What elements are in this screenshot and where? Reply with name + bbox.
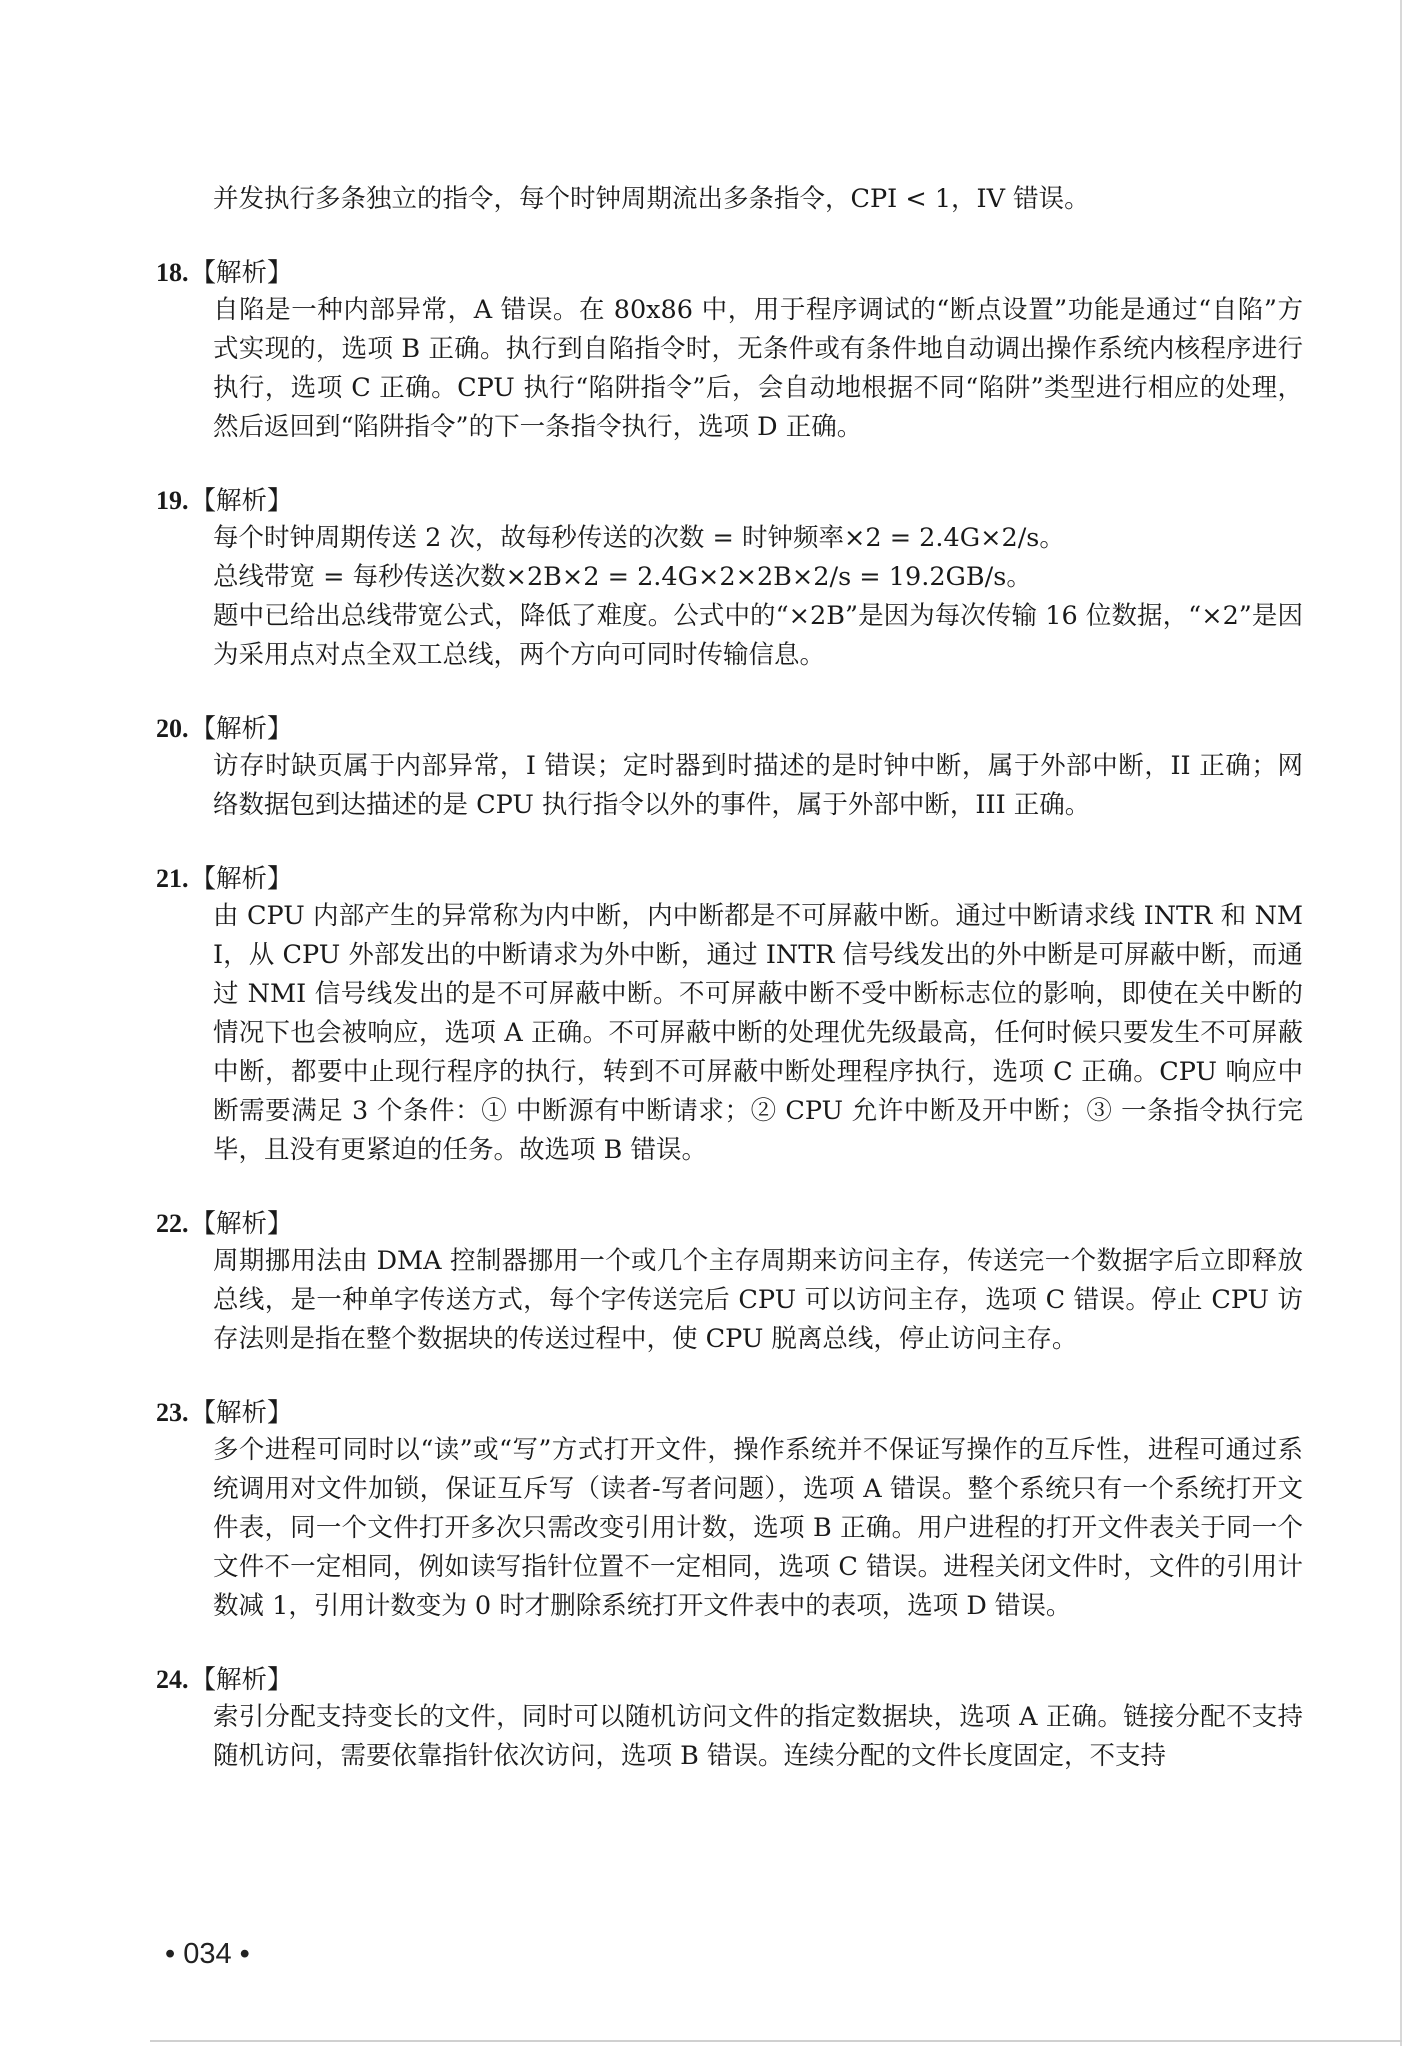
page-content	[156, 180, 1306, 1776]
analysis-paragraph: 周期挪用法由 DMA 控制器挪用一个或几个主存周期来访问主存，传送完一个数据字后立即释放总线，是一种单字传送方式，每个字传送完后 CPU 可以访问主存，选项 C 错误。停止 CPU 访存法则是指在整个数据块的传送过程中，使 CPU 脱离总线，停止访问主存。	[213, 1246, 1303, 1354]
question-heading	[156, 1206, 1306, 1242]
analysis-label: 【解析】	[190, 1398, 293, 1428]
question-heading	[156, 861, 1306, 897]
question-heading	[156, 1662, 1306, 1698]
analysis-paragraph: 索引分配支持变长的文件，同时可以随机访问文件的指定数据块，选项 A 正确。链接分配不支持随机访问，需要依靠指针依次访问，选项 B 错误。连续分配的文件长度固定，不支持	[213, 1702, 1303, 1771]
intro-paragraph: 并发执行多条独立的指令，每个时钟周期流出多条指令，CPI < 1，IV 错误。	[213, 184, 1090, 214]
analysis-label: 【解析】	[190, 1665, 293, 1695]
answer-section-20	[156, 711, 1306, 825]
formula-line: 每个时钟周期传送 2 次，故每秒传送的次数 = 时钟频率×2 = 2.4G×2/s。	[213, 523, 1065, 553]
analysis-paragraph: 由 CPU 内部产生的异常称为内中断，内中断都是不可屏蔽中断。通过中断请求线 INTR 和 NMI，从 CPU 外部发出的中断请求为外中断，通过 INTR 信号线发出的外中断是可屏蔽中断，而通过 NMI 信号线发出的是不可屏蔽中断。不可屏蔽中断不受中断标志位的影响，即使在关中断的情况下也会被响应，选项 A 正确。不可屏蔽中断的处理优先级最高，任何时候只要发生不可屏蔽中断，都要中止现行程序的执行，转到不可屏蔽中断处理程序执行，选项 C 正确。CPU 响应中断需要满足 3 个条件：① 中断源有中断请求；② CPU 允许中断及开中断；③ 一条指令执行完毕，且没有更紧迫的任务。故选项 B 错误。	[213, 901, 1303, 1165]
page-edge-bottom	[150, 2040, 1402, 2042]
analysis-paragraph: 访存时缺页属于内部异常，I 错误；定时器到时描述的是时钟中断，属于外部中断，II 正确；网络数据包到达描述的是 CPU 执行指令以外的事件，属于外部中断，III 正确。	[213, 751, 1303, 820]
question-number: 19.	[156, 486, 189, 515]
answer-section-19	[156, 483, 1306, 675]
answer-section-23	[156, 1395, 1306, 1626]
answer-section-22	[156, 1206, 1306, 1359]
analysis-label: 【解析】	[190, 486, 293, 516]
page-number: • 034 •	[165, 1938, 250, 1970]
question-heading	[156, 1395, 1306, 1431]
analysis-label: 【解析】	[190, 258, 293, 288]
question-heading	[156, 711, 1306, 747]
question-number: 24.	[156, 1665, 189, 1694]
question-number: 18.	[156, 258, 189, 287]
question-number: 21.	[156, 864, 189, 893]
answer-section-18	[156, 255, 1306, 447]
question-heading	[156, 255, 1306, 291]
question-number: 20.	[156, 714, 189, 743]
analysis-label: 【解析】	[190, 714, 293, 744]
analysis-paragraph: 自陷是一种内部异常，A 错误。在 80x86 中，用于程序调试的“断点设置”功能是通过“自陷”方式实现的，选项 B 正确。执行到自陷指令时，无条件或有条件地自动调出操作系统内核程序进行执行，选项 C 正确。CPU 执行“陷阱指令”后，会自动地根据不同“陷阱”类型进行相应的处理，然后返回到“陷阱指令”的下一条指令执行，选项 D 正确。	[213, 295, 1303, 442]
question-number: 23.	[156, 1398, 189, 1427]
formula-line: 总线带宽 = 每秒传送次数×2B×2 = 2.4G×2×2B×2/s = 19.2GB/s。	[213, 562, 1032, 592]
question-number: 22.	[156, 1209, 189, 1238]
analysis-label: 【解析】	[190, 1209, 293, 1239]
analysis-paragraph: 题中已给出总线带宽公式，降低了难度。公式中的“×2B”是因为每次传输 16 位数据，“×2”是因为采用点对点全双工总线，两个方向可同时传输信息。	[213, 601, 1303, 670]
answer-section-21	[156, 861, 1306, 1170]
analysis-label: 【解析】	[190, 864, 293, 894]
answer-section-24	[156, 1662, 1306, 1776]
analysis-paragraph: 多个进程可同时以“读”或“写”方式打开文件，操作系统并不保证写操作的互斥性，进程可通过系统调用对文件加锁，保证互斥写（读者-写者问题），选项 A 错误。整个系统只有一个系统打开文件表，同一个文件打开多次只需改变引用计数，选项 B 正确。用户进程的打开文件表关于同一个文件不一定相同，例如读写指针位置不一定相同，选项 C 错误。进程关闭文件时，文件的引用计数减 1，引用计数变为 0 时才删除系统打开文件表中的表项，选项 D 错误。	[213, 1435, 1303, 1621]
question-heading	[156, 483, 1306, 519]
